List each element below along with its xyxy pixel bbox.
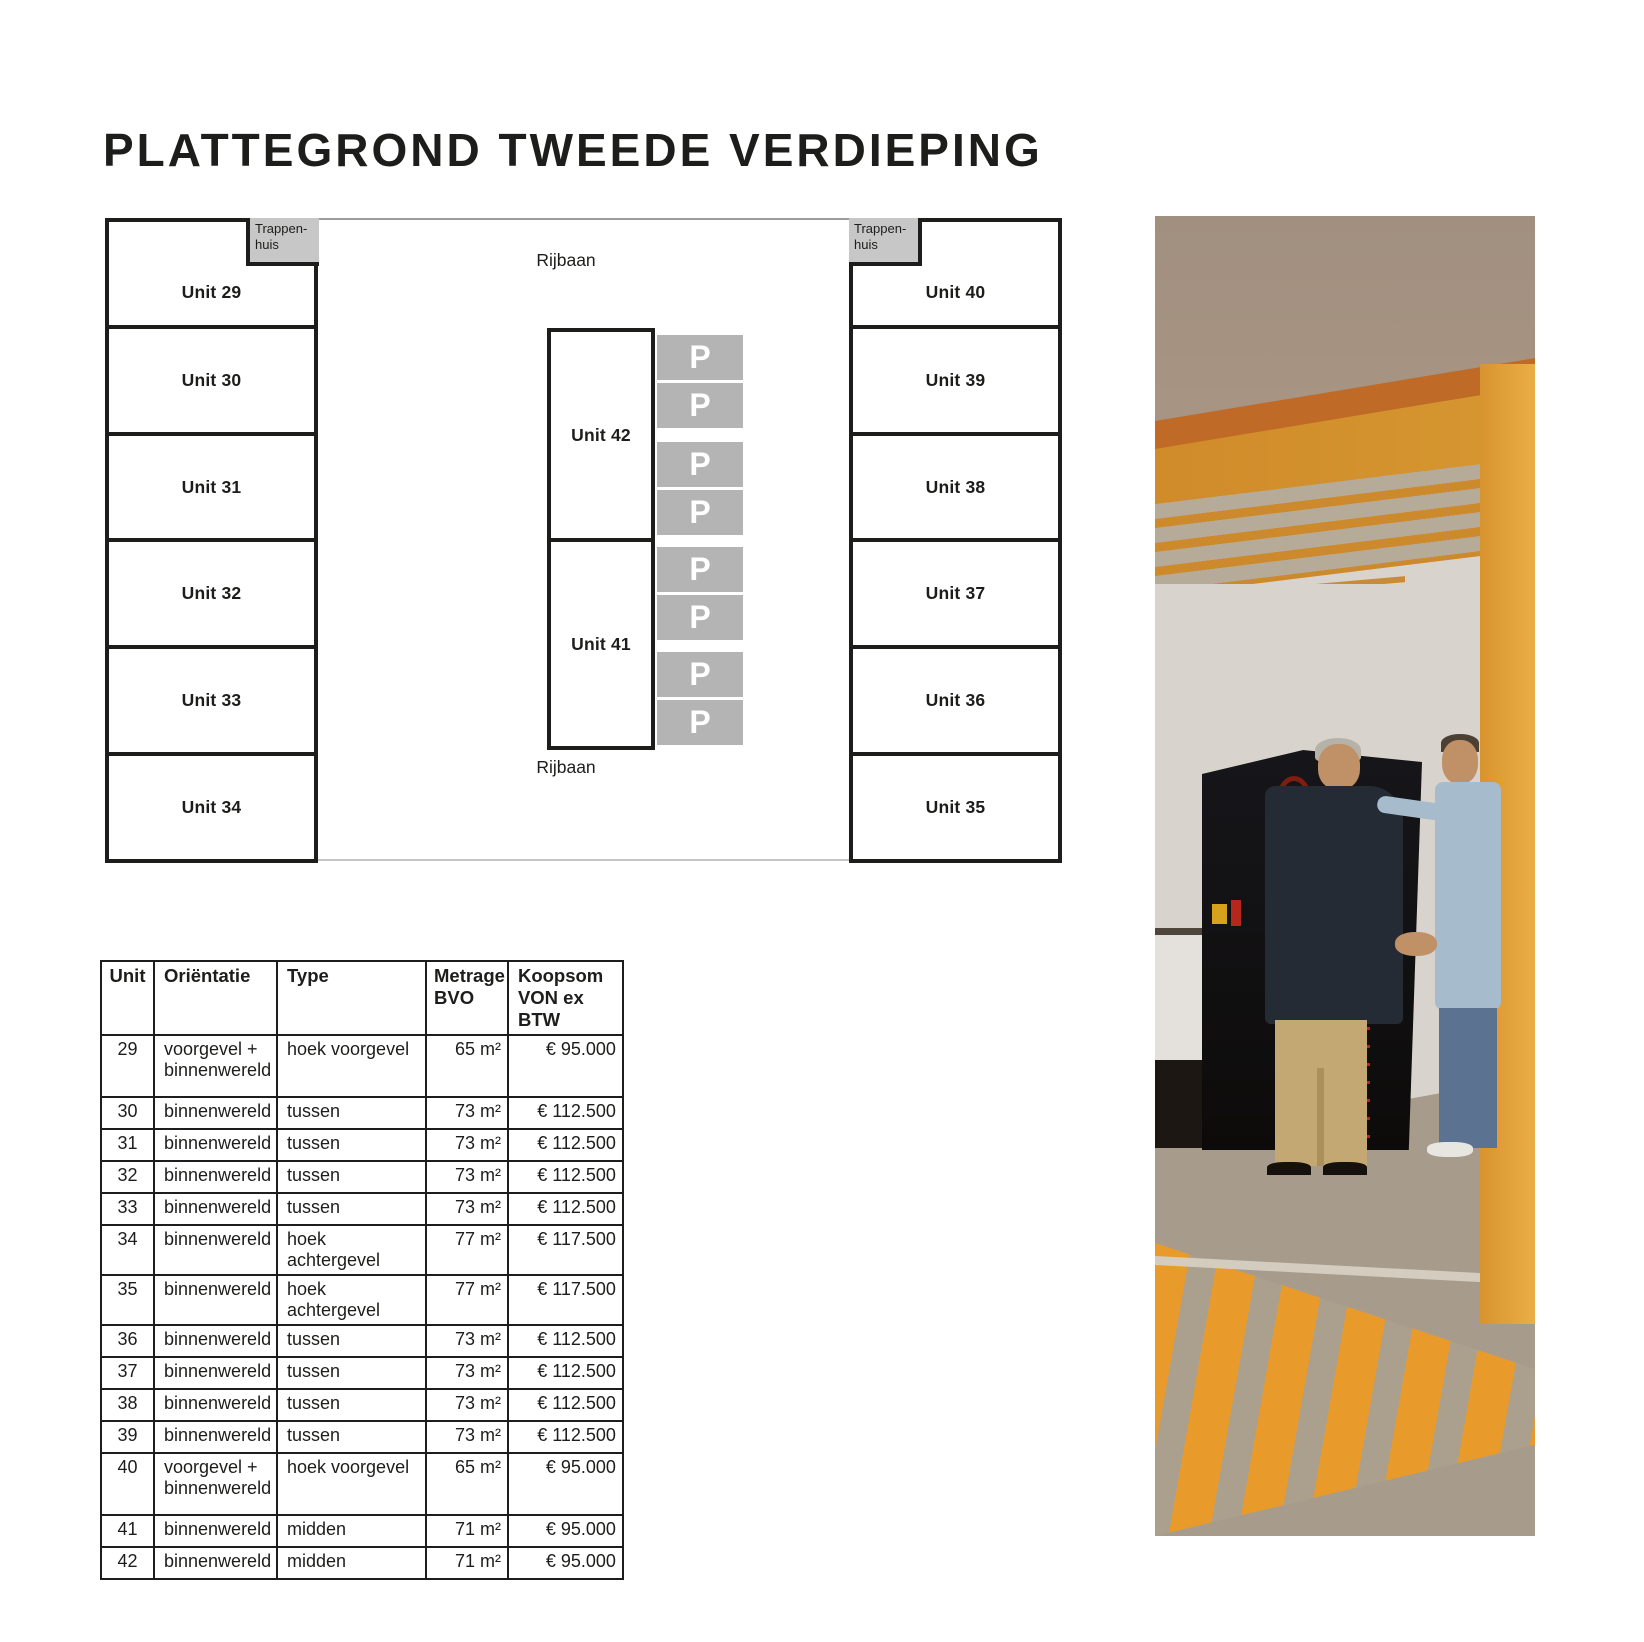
unit-label: Unit 30: [181, 369, 242, 390]
lane-label-top: Rijbaan: [536, 250, 596, 270]
stairwell-label-line1: Trappen-: [854, 221, 907, 236]
photo-man-right: [1433, 734, 1535, 1184]
cell-unit: 35: [101, 1275, 154, 1325]
floorplan-diagram: [0, 0, 1100, 900]
cell-unit: 41: [101, 1515, 154, 1547]
unit-box-center: [547, 328, 655, 542]
cell-type: tussen: [277, 1421, 426, 1453]
parking-stall: [657, 335, 743, 380]
cell-unit: 40: [101, 1453, 154, 1515]
table-row: [101, 1035, 623, 1097]
parking-p-icon: P: [689, 446, 711, 482]
photo-man-left-head: [1318, 744, 1360, 790]
cell-unit: 34: [101, 1225, 154, 1275]
page-title: PLATTEGROND TWEEDE VERDIEPING: [103, 123, 1043, 176]
cell-unit: 30: [101, 1097, 154, 1129]
cell-koopsom: € 112.500: [508, 1129, 623, 1161]
unit-box-center: [547, 538, 655, 750]
unit-box: [853, 436, 1058, 543]
cell-orientatie: binnenwereld: [154, 1193, 277, 1225]
parking-stall: [657, 595, 743, 640]
cell-koopsom: € 117.500: [508, 1275, 623, 1325]
cell-metrage: 73 m²: [426, 1421, 508, 1453]
cell-koopsom: € 112.500: [508, 1357, 623, 1389]
cell-orientatie: voorgevel + binnenwereld: [154, 1453, 277, 1515]
unit-label: Unit 29: [181, 281, 242, 302]
unit-label: Unit 37: [925, 583, 986, 604]
cell-type: midden: [277, 1547, 426, 1579]
cell-metrage: 73 m²: [426, 1097, 508, 1129]
parking-stall: [657, 547, 743, 592]
cell-unit: 33: [101, 1193, 154, 1225]
cell-orientatie: binnenwereld: [154, 1325, 277, 1357]
cell-orientatie: binnenwereld: [154, 1547, 277, 1579]
cell-orientatie: binnenwereld: [154, 1515, 277, 1547]
table-row: [101, 1275, 623, 1325]
parking-stall: [657, 490, 743, 535]
table-row: [101, 1097, 623, 1129]
unit-box: [109, 329, 314, 436]
table-row: [101, 1357, 623, 1389]
lane-label-bottom: Rijbaan: [536, 757, 596, 777]
unit-box: [853, 329, 1058, 436]
cell-orientatie: binnenwereld: [154, 1421, 277, 1453]
cell-metrage: 77 m²: [426, 1225, 508, 1275]
cell-unit: 32: [101, 1161, 154, 1193]
cell-koopsom: € 112.500: [508, 1421, 623, 1453]
unit-label: Unit 41: [571, 633, 631, 654]
parking-p-icon: P: [689, 339, 711, 375]
cell-metrage: 77 m²: [426, 1275, 508, 1325]
cell-orientatie: binnenwereld: [154, 1097, 277, 1129]
cell-orientatie: voorgevel + binnenwereld: [154, 1035, 277, 1097]
table-row: [101, 1453, 623, 1515]
stairwell-label-line2: huis: [255, 236, 279, 252]
unit-label: Unit 36: [925, 690, 986, 711]
unit-box: [853, 542, 1058, 649]
table-row: [101, 1421, 623, 1453]
cell-metrage: 73 m²: [426, 1161, 508, 1193]
photo-wall-panel: [1155, 935, 1205, 1060]
parking-p-icon: P: [689, 656, 711, 692]
cell-unit: 42: [101, 1547, 154, 1579]
cell-unit: 31: [101, 1129, 154, 1161]
cell-type: hoek achtergevel: [277, 1275, 426, 1325]
parking-stall: [657, 383, 743, 428]
table-row: [101, 1515, 623, 1547]
cell-metrage: 73 m²: [426, 1325, 508, 1357]
cell-type: tussen: [277, 1097, 426, 1129]
cell-unit: 29: [101, 1035, 154, 1097]
cell-metrage: 73 m²: [426, 1193, 508, 1225]
cell-unit: 36: [101, 1325, 154, 1357]
photo-man-left-legs: [1317, 1068, 1324, 1166]
unit-column-left: [105, 218, 318, 863]
cell-type: hoek voorgevel: [277, 1035, 426, 1097]
photo-tool-yellow: [1212, 904, 1227, 924]
photo-tool-red: [1231, 900, 1241, 926]
cell-metrage: 65 m²: [426, 1453, 508, 1515]
cell-koopsom: € 117.500: [508, 1225, 623, 1275]
cell-metrage: 65 m²: [426, 1035, 508, 1097]
table-row: [101, 1161, 623, 1193]
unit-box: [109, 756, 314, 859]
unit-label: Unit 33: [181, 690, 242, 711]
cell-koopsom: € 112.500: [508, 1325, 623, 1357]
parking-stall: [657, 652, 743, 697]
unit-column-right: [849, 218, 1062, 863]
photo-man-left-shoe: [1267, 1162, 1311, 1175]
photo-man-right-jeans: [1439, 1008, 1497, 1148]
parking-p-icon: P: [689, 387, 711, 423]
unit-box: [853, 756, 1058, 859]
col-header-unit: Unit: [101, 961, 154, 1035]
plan-top-line: [318, 218, 849, 220]
cell-type: tussen: [277, 1389, 426, 1421]
cell-metrage: 71 m²: [426, 1547, 508, 1579]
cell-type: tussen: [277, 1325, 426, 1357]
parking-stall: [657, 700, 743, 745]
photo-man-left-shoe: [1323, 1162, 1367, 1175]
table-row: [101, 1547, 623, 1579]
cell-unit: 38: [101, 1389, 154, 1421]
col-header-type: Type: [277, 961, 426, 1035]
stairwell-label-line2: huis: [854, 236, 878, 252]
parking-stall: [657, 442, 743, 487]
photo-handshake: [1395, 932, 1437, 956]
parking-p-icon: P: [689, 551, 711, 587]
photo-wall-ledge: [1155, 928, 1205, 935]
stairwell-right: [849, 218, 922, 266]
unit-label: Unit 35: [925, 797, 986, 818]
cell-unit: 39: [101, 1421, 154, 1453]
plan-bottom-line: [318, 859, 849, 861]
unit-label: Unit 32: [181, 583, 242, 604]
cell-koopsom: € 112.500: [508, 1161, 623, 1193]
cell-koopsom: € 95.000: [508, 1515, 623, 1547]
stairwell-left: [246, 218, 319, 266]
cell-type: tussen: [277, 1129, 426, 1161]
cell-orientatie: binnenwereld: [154, 1225, 277, 1275]
cell-metrage: 73 m²: [426, 1389, 508, 1421]
col-header-metrage: Metrage BVO: [426, 961, 508, 1035]
cell-koopsom: € 112.500: [508, 1097, 623, 1129]
stairwell-label-line1: Trappen-: [255, 221, 308, 236]
cell-orientatie: binnenwereld: [154, 1161, 277, 1193]
cell-type: tussen: [277, 1193, 426, 1225]
parking-p-icon: P: [689, 599, 711, 635]
photo-man-right-head: [1442, 740, 1478, 784]
cell-metrage: 73 m²: [426, 1357, 508, 1389]
cell-orientatie: binnenwereld: [154, 1129, 277, 1161]
cell-unit: 37: [101, 1357, 154, 1389]
cell-type: tussen: [277, 1161, 426, 1193]
unit-label: Unit 39: [925, 369, 986, 390]
cell-koopsom: € 95.000: [508, 1453, 623, 1515]
cell-orientatie: binnenwereld: [154, 1389, 277, 1421]
parking-p-icon: P: [689, 704, 711, 740]
col-header-koopsom: Koopsom VON ex BTW: [508, 961, 623, 1035]
cell-koopsom: € 95.000: [508, 1035, 623, 1097]
unit-box: [853, 649, 1058, 756]
photo-man-right-sneaker: [1427, 1142, 1473, 1157]
cell-koopsom: € 112.500: [508, 1193, 623, 1225]
table-header-row: [101, 961, 623, 1035]
cell-metrage: 73 m²: [426, 1129, 508, 1161]
cell-type: tussen: [277, 1357, 426, 1389]
cell-orientatie: binnenwereld: [154, 1275, 277, 1325]
table-row: [101, 1129, 623, 1161]
unit-label: Unit 31: [181, 476, 242, 497]
cell-koopsom: € 95.000: [508, 1547, 623, 1579]
cell-type: hoek achtergevel: [277, 1225, 426, 1275]
unit-box: [109, 649, 314, 756]
table-row: [101, 1193, 623, 1225]
unit-box: [109, 436, 314, 543]
cell-koopsom: € 112.500: [508, 1389, 623, 1421]
table-row: [101, 1325, 623, 1357]
unit-label: Unit 42: [571, 424, 631, 445]
photo-man-left-jacket: [1265, 786, 1403, 1024]
unit-label: Unit 34: [181, 797, 242, 818]
unit-label: Unit 38: [925, 476, 986, 497]
cell-orientatie: binnenwereld: [154, 1357, 277, 1389]
photo-man-right-shirt: [1435, 782, 1501, 1010]
col-header-orientatie: Oriëntatie: [154, 961, 277, 1035]
cell-type: midden: [277, 1515, 426, 1547]
table-row: [101, 1225, 623, 1275]
table-row: [101, 1389, 623, 1421]
photo-artist-impression: [1155, 216, 1535, 1536]
parking-p-icon: P: [689, 494, 711, 530]
units-table: [100, 960, 624, 1580]
cell-type: hoek voorgevel: [277, 1453, 426, 1515]
cell-metrage: 71 m²: [426, 1515, 508, 1547]
unit-box: [109, 542, 314, 649]
unit-label: Unit 40: [925, 281, 986, 302]
